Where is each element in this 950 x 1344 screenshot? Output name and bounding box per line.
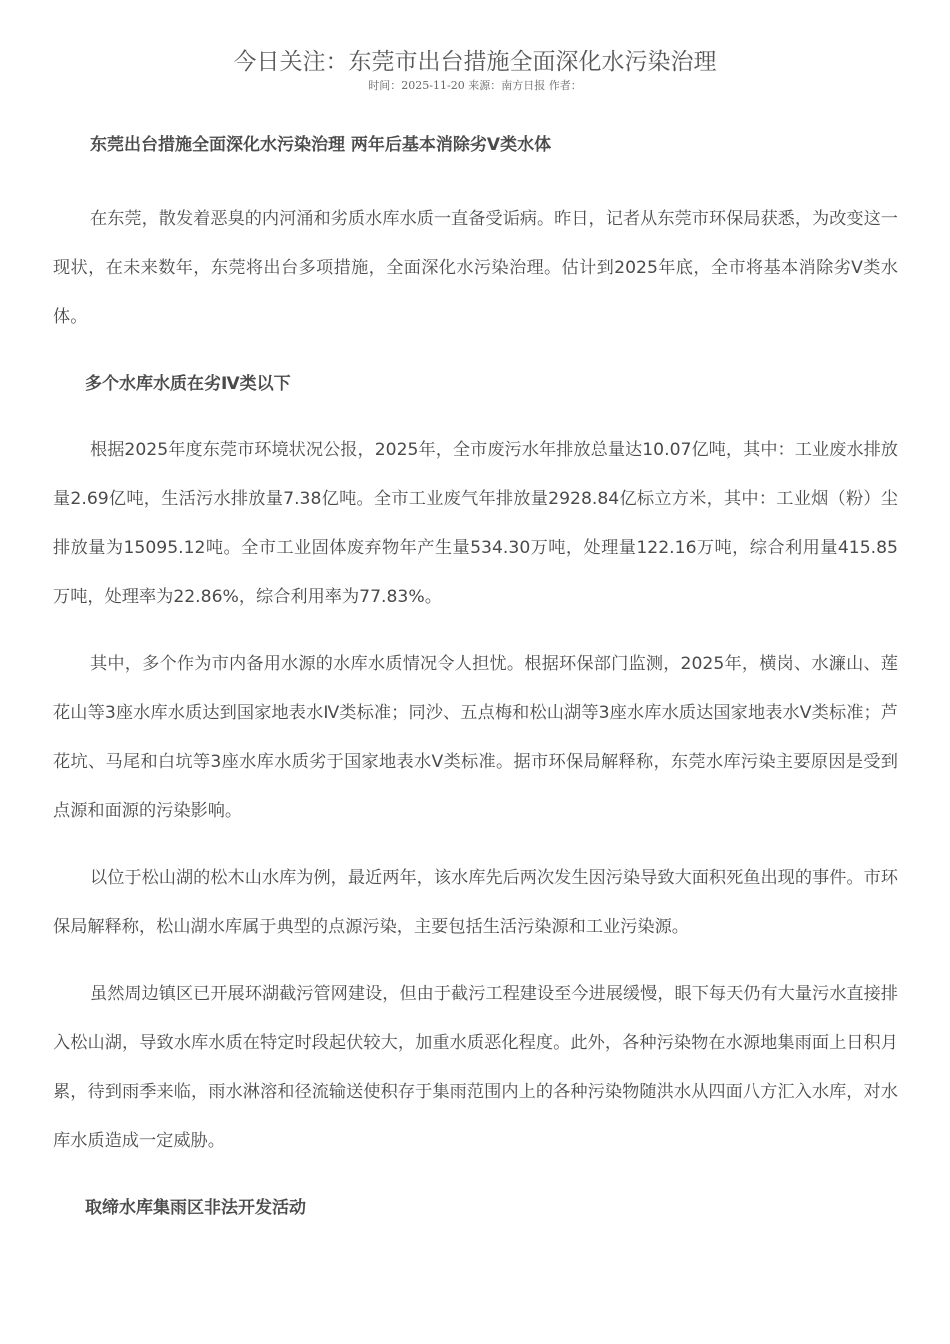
intro-paragraph: 在东莞，散发着恶臭的内河涌和劣质水库水质一直备受诟病。昨日，记者从东莞市环保局获悉，为改变这一现状，在未来数年，东莞将出台多项措施，全面深化水污染治理。估计到2025年底，全市将基本消除劣Ⅴ类水体。 [53,209,898,327]
source-name: 南方日报 [501,79,546,92]
time-label: 时间： [368,79,402,92]
publish-time: 2025-11-20 [401,79,465,92]
author-label: 作者： [548,79,582,92]
article-title: 今日关注：东莞市出台措施全面深化水污染治理 [233,49,717,75]
section-heading-reservoir-quality: 多个水库水质在劣Ⅳ类以下 [85,374,291,394]
body-paragraph: 虽然周边镇区已开展环湖截污管网建设，但由于截污工程建设至今进展缓慢，眼下每天仍有大量污水直接排入松山湖，导致水库水质在特定时段起伏较大，加重水质恶化程度。此外，各种污染物在水源地集雨面上日积月累，待到雨季来临，雨水淋溶和径流输送使积存于集雨范围内上的各种污染物随洪水从四面八方汇入水库，对水库水质造成一定威胁。 [53,984,898,1151]
body-paragraph: 其中，多个作为市内备用水源的水库水质情况令人担忧。根据环保部门监测，2025年，横岗、水濂山、莲花山等3座水库水质达到国家地表水Ⅳ类标准；同沙、五点梅和松山湖等3座水库水质达国家地表水Ⅴ类标准；芦花坑、马尾和白坑等3座水库水质劣于国家地表水Ⅴ类标准。据市环保局解释称，东莞水库污染主要原因是受到点源和面源的污染影响。 [53,654,898,821]
body-paragraph: 以位于松山湖的松木山水库为例，最近两年，该水库先后两次发生因污染导致大面积死鱼出现的事件。市环保局解释称，松山湖水库属于典型的点源污染，主要包括生活污染源和工业污染源。 [53,868,898,937]
body-paragraph: 根据2025年度东莞市环境状况公报，2025年，全市废污水年排放总量达10.07亿吨，其中：工业废水排放量2.69亿吨，生活污水排放量7.38亿吨。全市工业废气年排放量2928.84亿标立方米，其中：工业烟（粉）尘排放量为15095.12吨。全市工业固体废弃物年产生量534.30万吨，处理量122.16万吨，综合利用量415.85万吨，处理率为22.86%，综合利用率为77.83%。 [53,440,898,607]
section-heading-ban-illegal-development: 取缔水库集雨区非法开发活动 [85,1198,306,1218]
article-body [53,121,898,1250]
article-meta [0,78,950,94]
article-subheadline: 东莞出台措施全面深化水污染治理 两年后基本消除劣Ⅴ类水体 [90,135,552,155]
source-label: 来源： [468,79,502,92]
